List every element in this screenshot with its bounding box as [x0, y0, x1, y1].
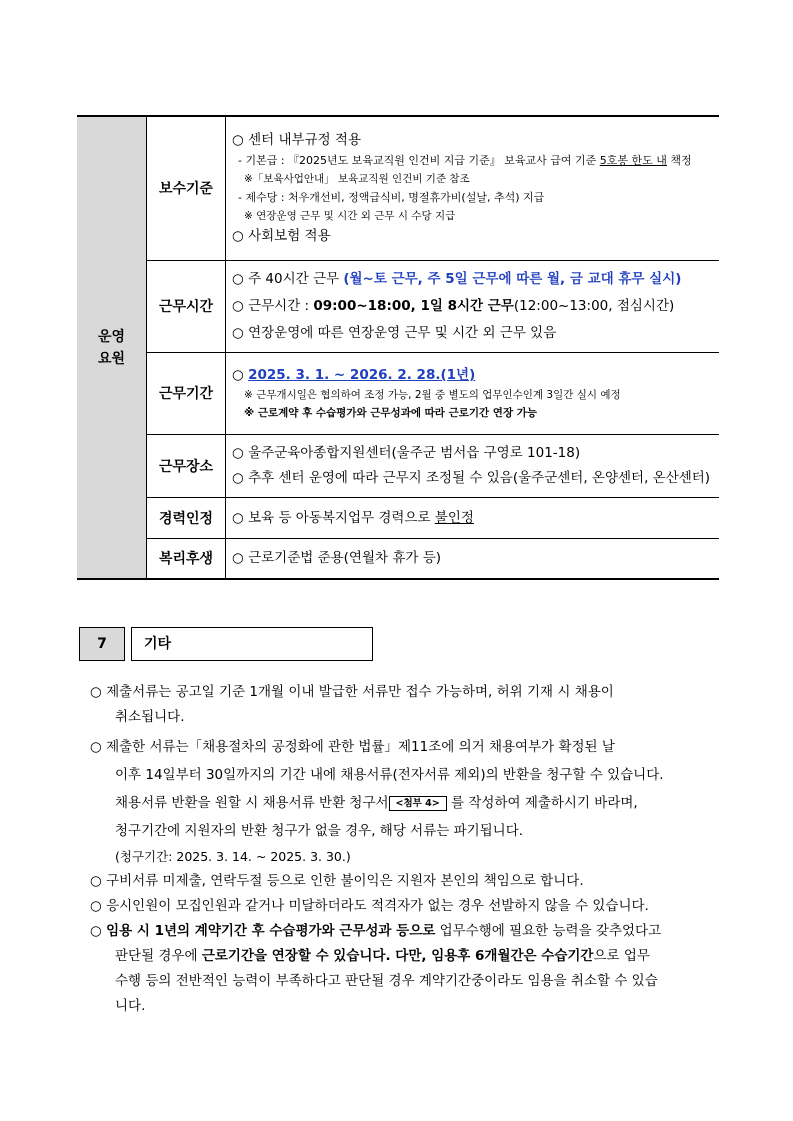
pay-line-1: ○ 센터 내부규정 적용 [232, 132, 361, 149]
list-item: ○ 구비서류 미제출, 연락두절 등으로 인한 불이익은 지원자 본인의 책임으로 합니다. [90, 873, 584, 889]
pay-line-3: ※「보육사업안내」 보육교직원 인건비 기준 참조 [244, 173, 470, 186]
list-item: ○ 임용 시 1년의 계약기간 후 수습평가와 근무성과 등으로 업무수행에 필요한 능력을 갖추었다고 판단될 경우에 근로기간을 연장할 수 있습니다. 다만, 임용후 6개월간은 수습기간으로 업무 수행 등의 전반적인 능력이 부족하다고 판단될 경우 계약기간중이라도 임용을 취소할 수 있습 니다. [90, 923, 662, 1014]
operations-staff-table [77, 115, 719, 580]
period-line-2: ※ 근무개시일은 협의하여 조정 가능, 2월 중 별도의 업무인수인계 3일간 실시 예정 [244, 389, 621, 401]
welfare-content [226, 538, 720, 579]
attachment-tag: <첨부 4> [389, 796, 447, 811]
group-label [77, 116, 147, 579]
period-content [226, 352, 720, 434]
row-label-career: 경력인정 [147, 497, 226, 538]
list-item: ○ 제출한 서류는「채용절차의 공정화에 관한 법률」제11조에 의거 채용여부가 확정된 날 이후 14일부터 30일까지의 기간 내에 채용서류(전자서류 제외)의 반환을 청구할 수 있습니다. 채용서류 반환을 원할 시 채용서류 반환 청구서 <첨부 4> 를 작성하여 제출하시기 바라며, 청구기간에 지원자의 반환 청구가 없을 경우, 해당 서류는 파기됩니다. (청구기간: 2025. 3. 14. ~ 2025. 3. 30.) [90, 739, 664, 864]
pay-line-5: ※ 연장운영 근무 및 시간 외 근무 시 수당 지급 [244, 210, 456, 223]
hours-content [226, 260, 720, 352]
career-line-1: ○ 보육 등 아동복지업무 경력으로 불인정 [232, 509, 474, 526]
career-content [226, 497, 720, 538]
pay-line-6: ○ 사회보험 적용 [232, 228, 331, 245]
place-content [226, 434, 720, 497]
welfare-line-1: ○ 근로기준법 준용(연월차 휴가 등) [232, 550, 442, 567]
list-item: ○ 응시인원이 모집인원과 같거나 미달하더라도 적격자가 없는 경우 선발하지 않을 수 있습니다. [90, 898, 649, 914]
row-label-place: 근무장소 [147, 434, 226, 497]
section-number: 7 [79, 627, 125, 661]
period-line-3: ※ 근로계약 후 수습평가와 근무성과에 따라 근로기간 연장 가능 [244, 407, 538, 419]
pay-content [226, 116, 720, 260]
row-label-welfare: 복리후생 [147, 538, 226, 579]
notes-list [90, 680, 720, 1019]
row-label-hours: 근무시간 [147, 260, 226, 352]
pay-line-4: - 제수당 : 처우개선비, 정액급식비, 명절휴가비(설날, 추석) 지급 [238, 191, 545, 205]
period-line-1: ○ 2025. 3. 1. ~ 2026. 2. 28.(1년) [232, 367, 476, 383]
row-label-period: 근무기간 [147, 352, 226, 434]
group-label-line-1: 운영 [97, 328, 126, 345]
place-line-1: ○ 울주군육아종합지원센터(울주군 범서읍 구영로 101-18) [232, 444, 581, 461]
pay-line-2: - 기본급 : 『2025년도 보육교직원 인건비 지급 기준』 보육교사 급여 기준 5호봉 한도 내 책정 [238, 154, 692, 168]
place-line-2: ○ 추후 센터 운영에 따라 근무지 조정될 수 있음(울주군센터, 온양센터, 온산센터) [232, 469, 711, 486]
group-label-line-2: 요원 [97, 350, 126, 367]
hours-line-2: ○ 근무시간 : 09:00~18:00, 1일 8시간 근무(12:00~13:00, 점심시간) [232, 297, 675, 314]
row-label-pay: 보수기준 [147, 116, 226, 260]
hours-line-1: ○ 주 40시간 근무 (월~토 근무, 주 5일 근무에 따른 월, 금 교대 휴무 실시) [232, 270, 682, 287]
list-item: ○ 제출서류는 공고일 기준 1개월 이내 발급한 서류만 접수 가능하며, 허위 기재 시 채용이 취소됩니다. [90, 684, 614, 725]
section-title: 기타 [131, 627, 373, 661]
hours-line-3: ○ 연장운영에 따른 연장운영 근무 및 시간 외 근무 있음 [232, 324, 557, 341]
